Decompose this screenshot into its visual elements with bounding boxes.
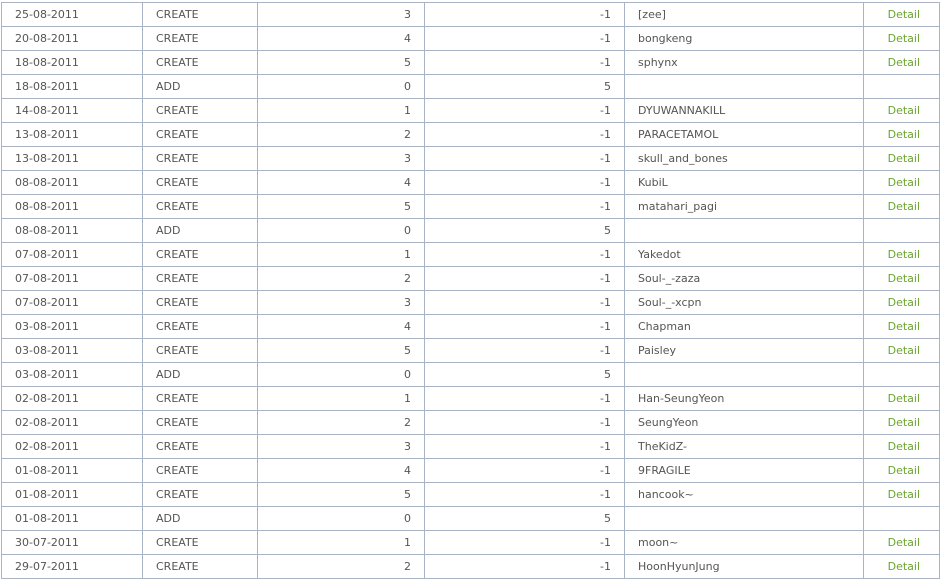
date-cell: 18-08-2011 bbox=[2, 51, 143, 75]
detail-cell bbox=[864, 147, 940, 171]
slot-cell: 0 bbox=[258, 75, 425, 99]
name-cell bbox=[625, 75, 864, 99]
action-cell: CREATE bbox=[143, 435, 258, 459]
table-row bbox=[2, 435, 940, 459]
value-cell: -1 bbox=[425, 531, 625, 555]
action-cell: CREATE bbox=[143, 339, 258, 363]
date-cell: 25-08-2011 bbox=[2, 3, 143, 27]
name-cell: Paisley bbox=[625, 339, 864, 363]
name-cell: HoonHyunJung bbox=[625, 555, 864, 579]
name-cell: Soul-_-xcpn bbox=[625, 291, 864, 315]
name-cell: 9FRAGILE bbox=[625, 459, 864, 483]
table-row bbox=[2, 459, 940, 483]
name-cell: [zee] bbox=[625, 3, 864, 27]
table-row bbox=[2, 3, 940, 27]
detail-link[interactable]: Detail bbox=[887, 152, 920, 165]
action-cell: CREATE bbox=[143, 555, 258, 579]
detail-cell bbox=[864, 75, 940, 99]
value-cell: -1 bbox=[425, 315, 625, 339]
value-cell: -1 bbox=[425, 291, 625, 315]
detail-link[interactable]: Detail bbox=[887, 464, 920, 477]
table-row bbox=[2, 483, 940, 507]
value-cell: 5 bbox=[425, 219, 625, 243]
log-table-body bbox=[2, 3, 940, 579]
slot-cell: 2 bbox=[258, 267, 425, 291]
name-cell: Han-SeungYeon bbox=[625, 387, 864, 411]
date-cell: 08-08-2011 bbox=[2, 195, 143, 219]
action-cell: CREATE bbox=[143, 51, 258, 75]
date-cell: 18-08-2011 bbox=[2, 75, 143, 99]
name-cell: TheKidZ- bbox=[625, 435, 864, 459]
name-cell: DYUWANNAKILL bbox=[625, 99, 864, 123]
action-cell: CREATE bbox=[143, 123, 258, 147]
name-cell: Chapman bbox=[625, 315, 864, 339]
name-cell bbox=[625, 363, 864, 387]
detail-link[interactable]: Detail bbox=[887, 536, 920, 549]
value-cell: -1 bbox=[425, 51, 625, 75]
action-cell: CREATE bbox=[143, 387, 258, 411]
table-row bbox=[2, 291, 940, 315]
table-row bbox=[2, 27, 940, 51]
table-row bbox=[2, 555, 940, 579]
detail-link[interactable]: Detail bbox=[887, 320, 920, 333]
table-row bbox=[2, 507, 940, 531]
detail-cell bbox=[864, 459, 940, 483]
table-row bbox=[2, 531, 940, 555]
slot-cell: 1 bbox=[258, 387, 425, 411]
slot-cell: 1 bbox=[258, 243, 425, 267]
detail-link[interactable]: Detail bbox=[887, 296, 920, 309]
slot-cell: 1 bbox=[258, 99, 425, 123]
detail-cell bbox=[864, 267, 940, 291]
detail-cell bbox=[864, 99, 940, 123]
table-row bbox=[2, 171, 940, 195]
detail-link[interactable]: Detail bbox=[887, 248, 920, 261]
value-cell: -1 bbox=[425, 435, 625, 459]
slot-cell: 4 bbox=[258, 315, 425, 339]
detail-cell bbox=[864, 483, 940, 507]
detail-cell bbox=[864, 555, 940, 579]
table-row bbox=[2, 267, 940, 291]
date-cell: 13-08-2011 bbox=[2, 123, 143, 147]
value-cell: -1 bbox=[425, 147, 625, 171]
slot-cell: 5 bbox=[258, 339, 425, 363]
value-cell: -1 bbox=[425, 195, 625, 219]
detail-cell bbox=[864, 243, 940, 267]
table-row bbox=[2, 123, 940, 147]
date-cell: 07-08-2011 bbox=[2, 243, 143, 267]
value-cell: -1 bbox=[425, 459, 625, 483]
table-row bbox=[2, 75, 940, 99]
slot-cell: 5 bbox=[258, 51, 425, 75]
table-row bbox=[2, 219, 940, 243]
action-cell: CREATE bbox=[143, 531, 258, 555]
date-cell: 02-08-2011 bbox=[2, 411, 143, 435]
detail-cell bbox=[864, 339, 940, 363]
date-cell: 03-08-2011 bbox=[2, 315, 143, 339]
slot-cell: 4 bbox=[258, 171, 425, 195]
table-row bbox=[2, 147, 940, 171]
date-cell: 03-08-2011 bbox=[2, 363, 143, 387]
value-cell: -1 bbox=[425, 3, 625, 27]
date-cell: 14-08-2011 bbox=[2, 99, 143, 123]
name-cell bbox=[625, 219, 864, 243]
action-cell: CREATE bbox=[143, 459, 258, 483]
action-cell: CREATE bbox=[143, 171, 258, 195]
date-cell: 02-08-2011 bbox=[2, 387, 143, 411]
action-cell: CREATE bbox=[143, 267, 258, 291]
action-cell: ADD bbox=[143, 507, 258, 531]
action-cell: ADD bbox=[143, 75, 258, 99]
date-cell: 03-08-2011 bbox=[2, 339, 143, 363]
name-cell: moon~ bbox=[625, 531, 864, 555]
value-cell: -1 bbox=[425, 243, 625, 267]
table-row bbox=[2, 51, 940, 75]
value-cell: -1 bbox=[425, 99, 625, 123]
slot-cell: 5 bbox=[258, 483, 425, 507]
name-cell: Yakedot bbox=[625, 243, 864, 267]
date-cell: 29-07-2011 bbox=[2, 555, 143, 579]
detail-cell bbox=[864, 171, 940, 195]
detail-link[interactable]: Detail bbox=[887, 176, 920, 189]
date-cell: 02-08-2011 bbox=[2, 435, 143, 459]
name-cell: bongkeng bbox=[625, 27, 864, 51]
table-row bbox=[2, 363, 940, 387]
date-cell: 20-08-2011 bbox=[2, 27, 143, 51]
value-cell: 5 bbox=[425, 363, 625, 387]
action-cell: CREATE bbox=[143, 411, 258, 435]
detail-cell bbox=[864, 507, 940, 531]
name-cell: Soul-_-zaza bbox=[625, 267, 864, 291]
detail-link[interactable]: Detail bbox=[887, 32, 920, 45]
detail-link[interactable]: Detail bbox=[887, 416, 920, 429]
detail-link[interactable]: Detail bbox=[887, 128, 920, 141]
date-cell: 13-08-2011 bbox=[2, 147, 143, 171]
value-cell: 5 bbox=[425, 507, 625, 531]
date-cell: 07-08-2011 bbox=[2, 267, 143, 291]
slot-cell: 0 bbox=[258, 363, 425, 387]
slot-cell: 5 bbox=[258, 195, 425, 219]
value-cell: -1 bbox=[425, 27, 625, 51]
detail-link[interactable]: Detail bbox=[887, 104, 920, 117]
detail-cell bbox=[864, 411, 940, 435]
detail-cell bbox=[864, 315, 940, 339]
detail-link[interactable]: Detail bbox=[887, 272, 920, 285]
slot-cell: 3 bbox=[258, 291, 425, 315]
action-cell: CREATE bbox=[143, 243, 258, 267]
table-row bbox=[2, 315, 940, 339]
detail-link[interactable]: Detail bbox=[887, 488, 920, 501]
value-cell: -1 bbox=[425, 483, 625, 507]
detail-cell bbox=[864, 291, 940, 315]
name-cell: matahari_pagi bbox=[625, 195, 864, 219]
slot-cell: 3 bbox=[258, 147, 425, 171]
table-row bbox=[2, 99, 940, 123]
detail-link[interactable]: Detail bbox=[887, 560, 920, 573]
table-row bbox=[2, 339, 940, 363]
detail-cell bbox=[864, 123, 940, 147]
detail-cell bbox=[864, 387, 940, 411]
date-cell: 01-08-2011 bbox=[2, 459, 143, 483]
detail-cell bbox=[864, 219, 940, 243]
action-cell: CREATE bbox=[143, 315, 258, 339]
detail-link[interactable]: Detail bbox=[887, 56, 920, 69]
detail-cell bbox=[864, 3, 940, 27]
name-cell: SeungYeon bbox=[625, 411, 864, 435]
slot-cell: 2 bbox=[258, 555, 425, 579]
detail-cell bbox=[864, 51, 940, 75]
action-cell: CREATE bbox=[143, 195, 258, 219]
table-row bbox=[2, 243, 940, 267]
date-cell: 01-08-2011 bbox=[2, 507, 143, 531]
date-cell: 01-08-2011 bbox=[2, 483, 143, 507]
detail-link[interactable]: Detail bbox=[887, 8, 920, 21]
detail-cell bbox=[864, 195, 940, 219]
slot-cell: 1 bbox=[258, 531, 425, 555]
name-cell: skull_and_bones bbox=[625, 147, 864, 171]
action-cell: CREATE bbox=[143, 147, 258, 171]
slot-cell: 3 bbox=[258, 435, 425, 459]
value-cell: -1 bbox=[425, 387, 625, 411]
log-table bbox=[1, 2, 940, 579]
slot-cell: 2 bbox=[258, 123, 425, 147]
table-row bbox=[2, 387, 940, 411]
value-cell: -1 bbox=[425, 339, 625, 363]
name-cell: sphynx bbox=[625, 51, 864, 75]
name-cell: PARACETAMOL bbox=[625, 123, 864, 147]
name-cell: hancook~ bbox=[625, 483, 864, 507]
action-cell: CREATE bbox=[143, 291, 258, 315]
slot-cell: 0 bbox=[258, 507, 425, 531]
date-cell: 30-07-2011 bbox=[2, 531, 143, 555]
action-cell: CREATE bbox=[143, 483, 258, 507]
action-cell: CREATE bbox=[143, 27, 258, 51]
action-cell: ADD bbox=[143, 219, 258, 243]
detail-link[interactable]: Detail bbox=[887, 344, 920, 357]
slot-cell: 2 bbox=[258, 411, 425, 435]
table-row bbox=[2, 411, 940, 435]
slot-cell: 4 bbox=[258, 459, 425, 483]
date-cell: 08-08-2011 bbox=[2, 171, 143, 195]
value-cell: -1 bbox=[425, 267, 625, 291]
action-cell: CREATE bbox=[143, 99, 258, 123]
slot-cell: 0 bbox=[258, 219, 425, 243]
value-cell: -1 bbox=[425, 171, 625, 195]
action-cell: ADD bbox=[143, 363, 258, 387]
name-cell: KubiL bbox=[625, 171, 864, 195]
slot-cell: 4 bbox=[258, 27, 425, 51]
date-cell: 08-08-2011 bbox=[2, 219, 143, 243]
name-cell bbox=[625, 507, 864, 531]
value-cell: -1 bbox=[425, 123, 625, 147]
detail-link[interactable]: Detail bbox=[887, 392, 920, 405]
value-cell: 5 bbox=[425, 75, 625, 99]
detail-cell bbox=[864, 27, 940, 51]
date-cell: 07-08-2011 bbox=[2, 291, 143, 315]
detail-cell bbox=[864, 531, 940, 555]
table-row bbox=[2, 195, 940, 219]
detail-cell bbox=[864, 363, 940, 387]
detail-cell bbox=[864, 435, 940, 459]
detail-link[interactable]: Detail bbox=[887, 200, 920, 213]
detail-link[interactable]: Detail bbox=[887, 440, 920, 453]
slot-cell: 3 bbox=[258, 3, 425, 27]
value-cell: -1 bbox=[425, 411, 625, 435]
value-cell: -1 bbox=[425, 555, 625, 579]
action-cell: CREATE bbox=[143, 3, 258, 27]
